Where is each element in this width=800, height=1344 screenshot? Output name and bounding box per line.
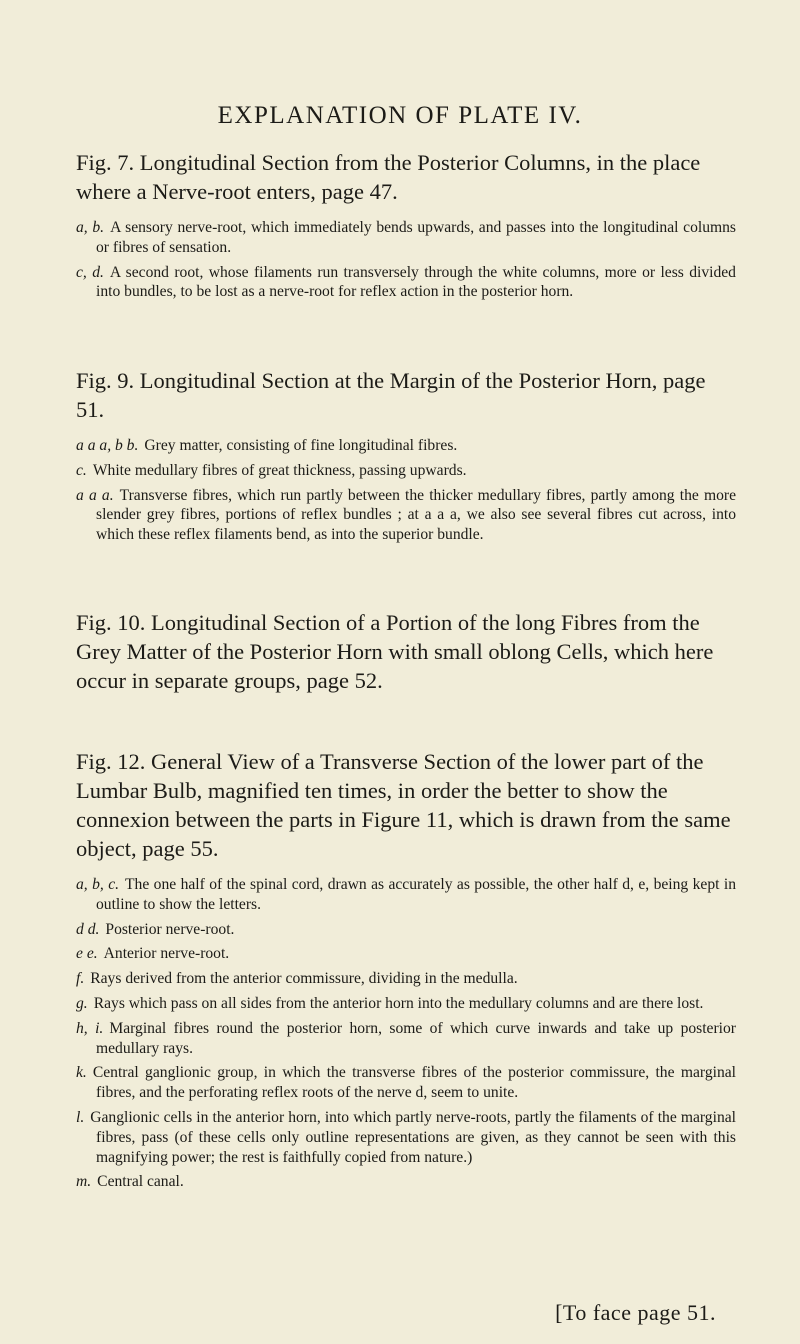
entry-key: m. [76, 1173, 92, 1191]
entry-text: Central canal. [97, 1173, 184, 1191]
page-title: EXPLANATION OF PLATE IV. [217, 102, 583, 129]
figure-heading: Fig. 10. Longitudinal Section of a Portion of the long Fibres from the Grey Matter of the Posterior Horn with small oblong Cells, which here occur in separate groups, page 52. [76, 610, 714, 693]
list-item [76, 994, 736, 1014]
list-item [76, 461, 736, 481]
facing-page-note: [To face page 51. [555, 1300, 716, 1325]
entry-text: Transverse fibres, which run partly between the thicker medullary fibres, partly among the more slender grey fibres, portions of reflex bundles ; at a a a, we also see several fibres cut across, into which these reflex filaments bend, as into the superior bundle. [96, 486, 736, 544]
entry-text: Ganglionic cells in the anterior horn, into which partly nerve-roots, partly the filaments of the marginal fibres, pass (of these cells only outline representations are given, as they cannot be seen with this magnifying power; the rest is faithfully copied from nature.) [90, 1108, 736, 1166]
list-item [76, 486, 736, 545]
figure-section-12 [76, 747, 736, 1197]
entry-key: d d. [76, 920, 100, 938]
entry-text: Marginal fibres round the posterior horn, some of which curve inwards and take up posterior medullary rays. [96, 1019, 736, 1057]
entry-key: a, b, c. [76, 876, 120, 893]
figure-heading: Fig. 9. Longitudinal Section at the Margin of the Posterior Horn, page 51. [76, 368, 706, 422]
list-item [76, 1019, 736, 1059]
entry-text: A sensory nerve-root, which immediately bends upwards, and passes into the longitudinal columns or fibres of sensation. [96, 219, 736, 256]
entry-key: h, i. [76, 1019, 104, 1037]
list-item [76, 1108, 736, 1167]
entry-text: Posterior nerve-root. [105, 920, 235, 938]
entry-text: Anterior nerve-root. [103, 945, 230, 963]
list-item [76, 436, 736, 456]
figure-entries [76, 875, 736, 1192]
list-item [76, 1063, 736, 1103]
entry-key: a a a, b b. [76, 437, 139, 454]
figure-section-9 [76, 366, 736, 550]
figure-heading: Fig. 7. Longitudinal Section from the Posterior Columns, in the place where a Nerve-root enters, page 47. [76, 150, 701, 204]
entry-key: c. [76, 461, 87, 479]
entry-text: The one half of the spinal cord, drawn as accurately as possible, the other half d, e, being kept in outline to show the letters. [96, 876, 736, 913]
entry-key: k. [76, 1064, 87, 1082]
entry-key: a, b. [76, 219, 105, 236]
list-item [76, 969, 736, 989]
entry-text: Central ganglionic group, in which the transverse fibres of the posterior commissure, the marginal fibres, and the perforating reflex roots of the nerve d, seem to unite. [92, 1064, 736, 1102]
entry-text: Rays derived from the anterior commissure, dividing in the medulla. [90, 970, 518, 988]
entry-text: A second root, whose filaments run transversely through the white columns, more or less divided into bundles, to be lost as a nerve-root for reflex action in the posterior horn. [96, 263, 736, 301]
entry-key: a a a. [76, 486, 114, 504]
entry-key: c, d. [76, 263, 104, 281]
figure-entries [76, 436, 736, 545]
figure-section-10 [76, 608, 736, 707]
figure-heading: Fig. 12. General View of a Transverse Section of the lower part of the Lumbar Bulb, magnified ten times, in order the better to show the connexion between the parts in Figure 11, which is drawn from the same object, page 55. [76, 749, 731, 861]
entry-key: g. [76, 994, 88, 1012]
figure-section-7 [76, 148, 736, 307]
figure-entries [76, 218, 736, 302]
entry-key: e e. [76, 945, 98, 963]
entry-text: White medullary fibres of great thickness, passing upwards. [92, 461, 467, 479]
list-item [76, 218, 736, 258]
list-item [76, 920, 736, 940]
list-item [76, 263, 736, 303]
entry-text: Rays which pass on all sides from the anterior horn into the medullary columns and are there lost. [93, 994, 704, 1012]
entry-key: f. [76, 970, 85, 988]
list-item [76, 875, 736, 915]
entry-text: Grey matter, consisting of fine longitudinal fibres. [144, 437, 458, 454]
list-item [76, 944, 736, 964]
entry-key: l. [76, 1108, 85, 1126]
list-item [76, 1172, 736, 1192]
